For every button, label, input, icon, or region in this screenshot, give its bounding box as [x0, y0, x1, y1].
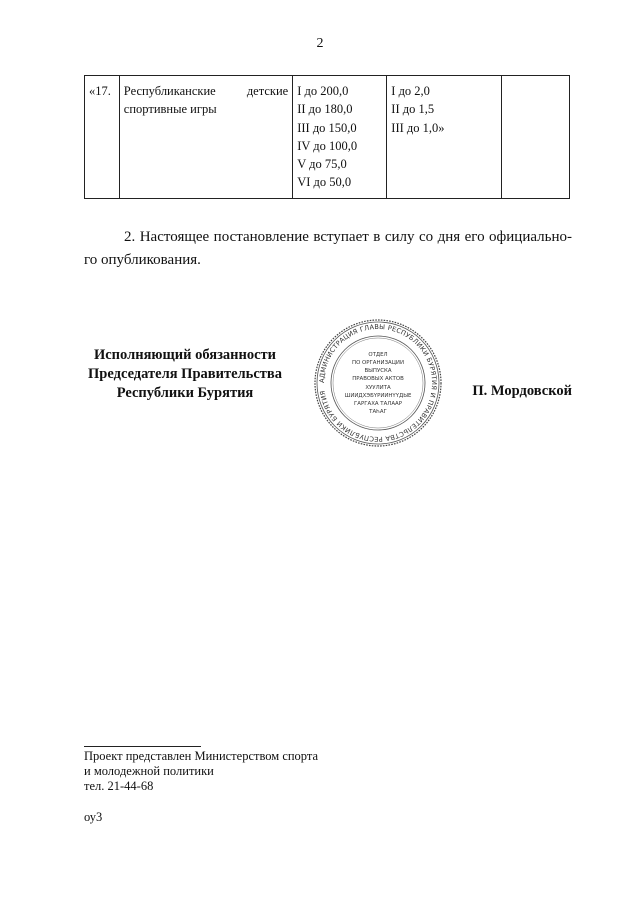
- sports-events-table: [84, 75, 570, 199]
- signatory-name: П. Мордовской: [472, 383, 572, 399]
- points-line: V до 75,0: [297, 157, 347, 172]
- official-seal: [313, 318, 443, 448]
- seal-inner-line: ТАҺАГ: [369, 409, 387, 415]
- row-number: «17.: [85, 76, 120, 199]
- coefficient-line: I до 2,0: [391, 84, 430, 98]
- seal-inner-line: ПРАВОВЫХ АКТОВ: [352, 376, 404, 382]
- seal-inner-line: ГАРГАХА ТАЛААР: [354, 401, 402, 407]
- page-number: 2: [316, 36, 324, 51]
- signatory-title-line: Председателя Правительства: [88, 366, 282, 382]
- event-name-cell: [119, 76, 292, 199]
- footnote-line: тел. 21-44-68: [84, 779, 154, 793]
- points-cell: [293, 76, 387, 199]
- seal-inner-line: ШИИДХЭБҮРИИНҮҮДЫЕ: [344, 393, 412, 399]
- points-line: II до 180,0: [297, 102, 353, 117]
- coefficient-line: II до 1,5: [391, 102, 435, 117]
- seal-inner-line: ОТДЕЛ: [368, 352, 388, 358]
- signatory-title-line: Исполняющий обязанности: [93, 347, 277, 363]
- seal-inner-line: ХУУЛИТА: [365, 385, 391, 391]
- seal-outer-text: АДМИНИСТРАЦИЯ ГЛАВЫ РЕСПУБЛИКИ БУРЯТИЯ И ПРАВИТЕЛЬСТВА РЕСПУБЛИКИ БУРЯТИЯ: [317, 322, 439, 444]
- event-name-part2: детские: [246, 84, 289, 98]
- footnote-line: и молодежной политики: [84, 764, 214, 778]
- empty-cell: [501, 76, 569, 199]
- points-line: I до 200,0: [297, 84, 349, 98]
- seal-inner-line: ВЫПУСКА: [364, 368, 392, 374]
- effective-date-paragraph: [84, 226, 572, 272]
- coefficient-line: III до 1,0»: [391, 120, 445, 135]
- footnote: [84, 749, 318, 794]
- footnote-line: Проект представлен Министерством спорта: [84, 749, 319, 763]
- event-name-part1: Республиканские: [123, 84, 216, 98]
- svg-text:АДМИНИСТРАЦИЯ ГЛАВЫ РЕСПУБЛИКИ: [318, 323, 438, 443]
- points-line: VI до 50,0: [297, 175, 352, 190]
- table-row: [85, 76, 570, 199]
- coefficient-cell: [387, 76, 502, 199]
- footnote-divider: [84, 746, 201, 747]
- event-name-line2: спортивные игры: [123, 102, 217, 117]
- signatory-title: [78, 346, 292, 403]
- points-line: III до 150,0: [297, 120, 357, 135]
- signatory-title-line: Республики Бурятия: [116, 385, 254, 401]
- document-code: оу3: [84, 810, 103, 824]
- paragraph-line2: го опубликования.: [84, 252, 201, 268]
- points-line: IV до 100,0: [297, 138, 358, 153]
- seal-inner-line: ПО ОРГАНИЗАЦИИ: [352, 360, 404, 366]
- paragraph-line1: 2. Настоящее постановление вступает в силу со дня его официально-: [124, 229, 572, 245]
